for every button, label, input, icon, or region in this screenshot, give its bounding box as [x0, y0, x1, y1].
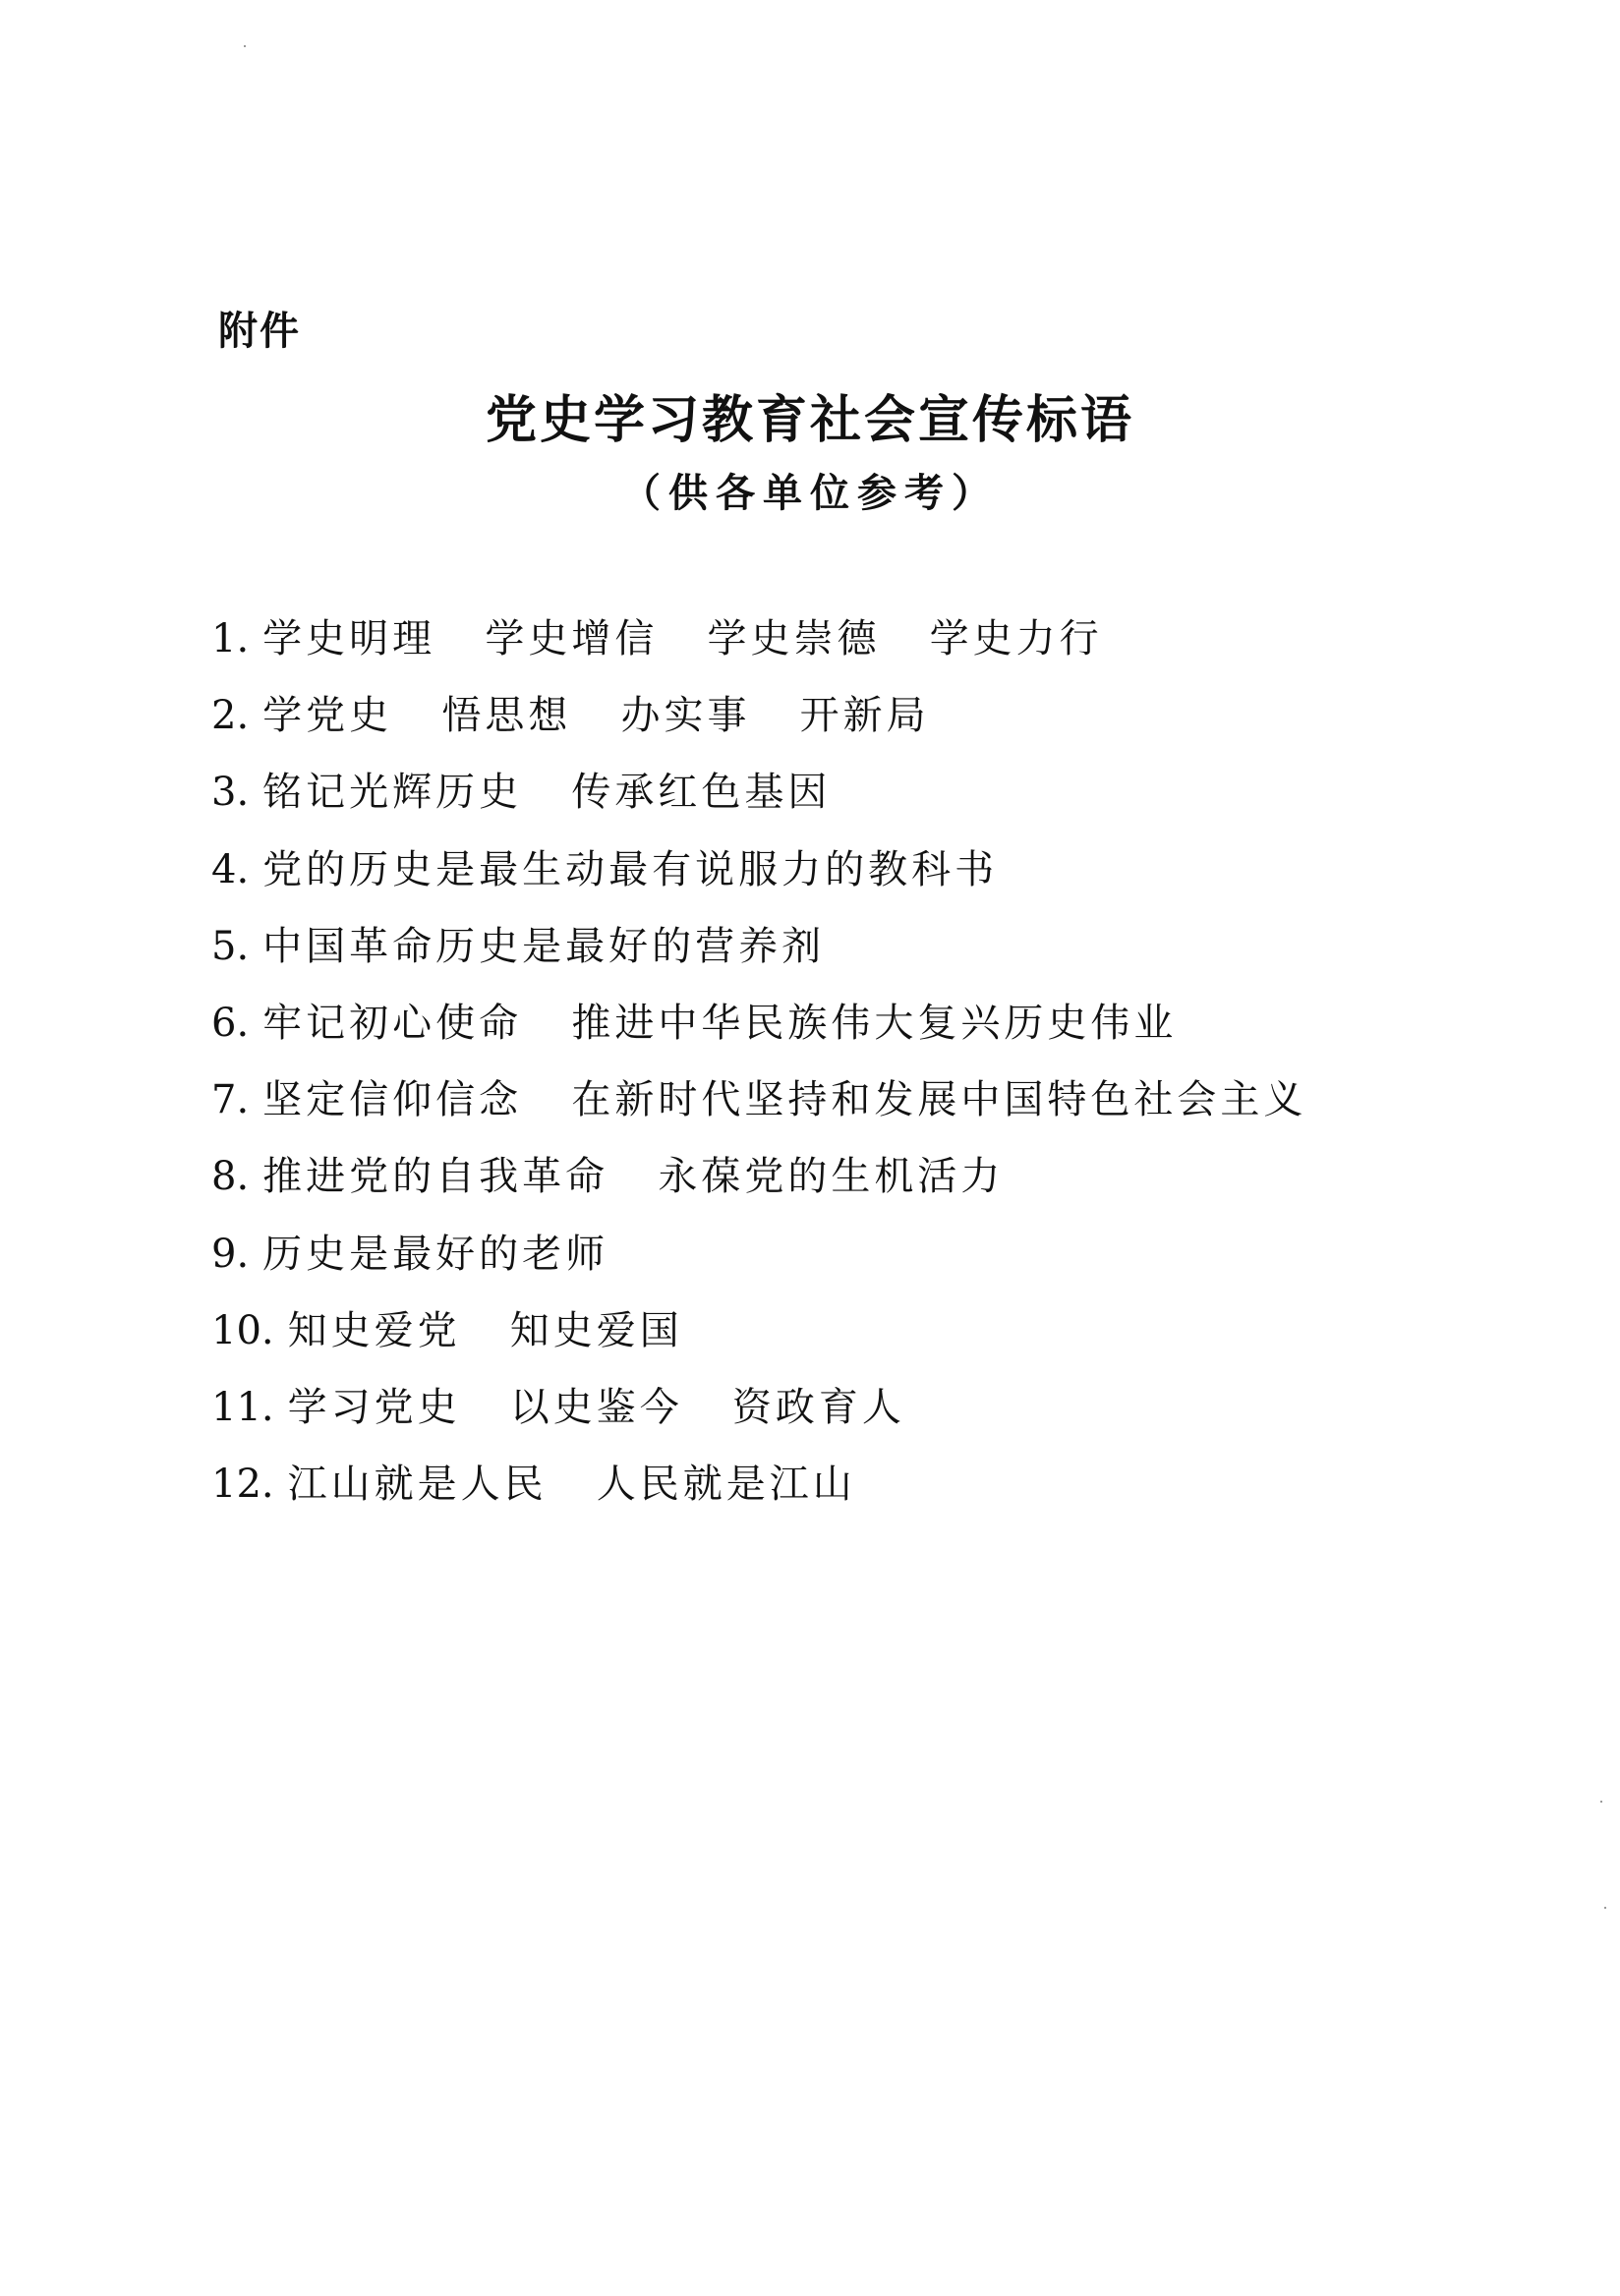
slogan-number: 3.: [211, 770, 250, 816]
scan-speck: [1604, 1907, 1606, 1909]
slogan-text: 推进党的自我革命 永葆党的生机活力: [262, 1154, 1005, 1200]
slogan-number: 9.: [211, 1231, 250, 1277]
slogan-item-6: [211, 999, 1306, 1075]
slogan-text: 中国革命历史是最好的营养剂: [262, 923, 826, 969]
slogan-item-5: [211, 922, 1306, 999]
slogan-item-10: [211, 1306, 1306, 1383]
slogan-number: 12.: [211, 1462, 274, 1508]
slogan-text: 牢记初心使命 推进中华民族伟大复兴历史伟业: [262, 1000, 1178, 1046]
slogan-text: 学党史 悟思想 办实事 开新局: [262, 693, 930, 739]
slogan-number: 6.: [211, 1000, 250, 1046]
slogan-item-9: [211, 1230, 1306, 1306]
slogan-item-4: [211, 845, 1306, 922]
slogan-list: [211, 614, 1306, 1536]
slogan-text: 学习党史 以史鉴今 资政育人: [287, 1384, 905, 1430]
slogan-number: 5.: [211, 923, 250, 969]
slogan-item-7: [211, 1075, 1306, 1152]
slogan-text: 历史是最好的老师: [262, 1231, 609, 1277]
slogan-item-1: [211, 614, 1306, 691]
slogan-number: 11.: [211, 1384, 274, 1430]
scan-speck: [244, 45, 246, 47]
slogan-number: 2.: [211, 693, 250, 739]
slogan-item-2: [211, 691, 1306, 768]
slogan-text: 铭记光辉历史 传承红色基因: [262, 770, 832, 816]
slogan-text: 知史爱党 知史爱国: [287, 1307, 683, 1353]
slogan-number: 4.: [211, 846, 250, 892]
slogan-item-3: [211, 768, 1306, 844]
slogan-number: 7.: [211, 1077, 250, 1123]
scan-speck: [1600, 1801, 1602, 1803]
slogan-item-12: [211, 1460, 1306, 1536]
slogan-text: 学史明理 学史增信 学史崇德 学史力行: [262, 616, 1103, 661]
attachment-label: 附件: [218, 309, 301, 354]
slogan-item-11: [211, 1383, 1306, 1460]
slogan-item-8: [211, 1152, 1306, 1229]
document-subtitle: （供各单位参考）: [621, 470, 999, 516]
slogan-text: 党的历史是最生动最有说服力的教科书: [262, 846, 999, 892]
slogan-number: 8.: [211, 1154, 250, 1200]
slogan-number: 1.: [211, 616, 250, 661]
slogan-text: 坚定信仰信念 在新时代坚持和发展中国特色社会主义: [262, 1077, 1307, 1123]
slogan-text: 江山就是人民 人民就是江山: [287, 1462, 856, 1508]
document-title: 党史学习教育社会宣传标语: [485, 390, 1134, 450]
slogan-number: 10.: [211, 1307, 274, 1353]
